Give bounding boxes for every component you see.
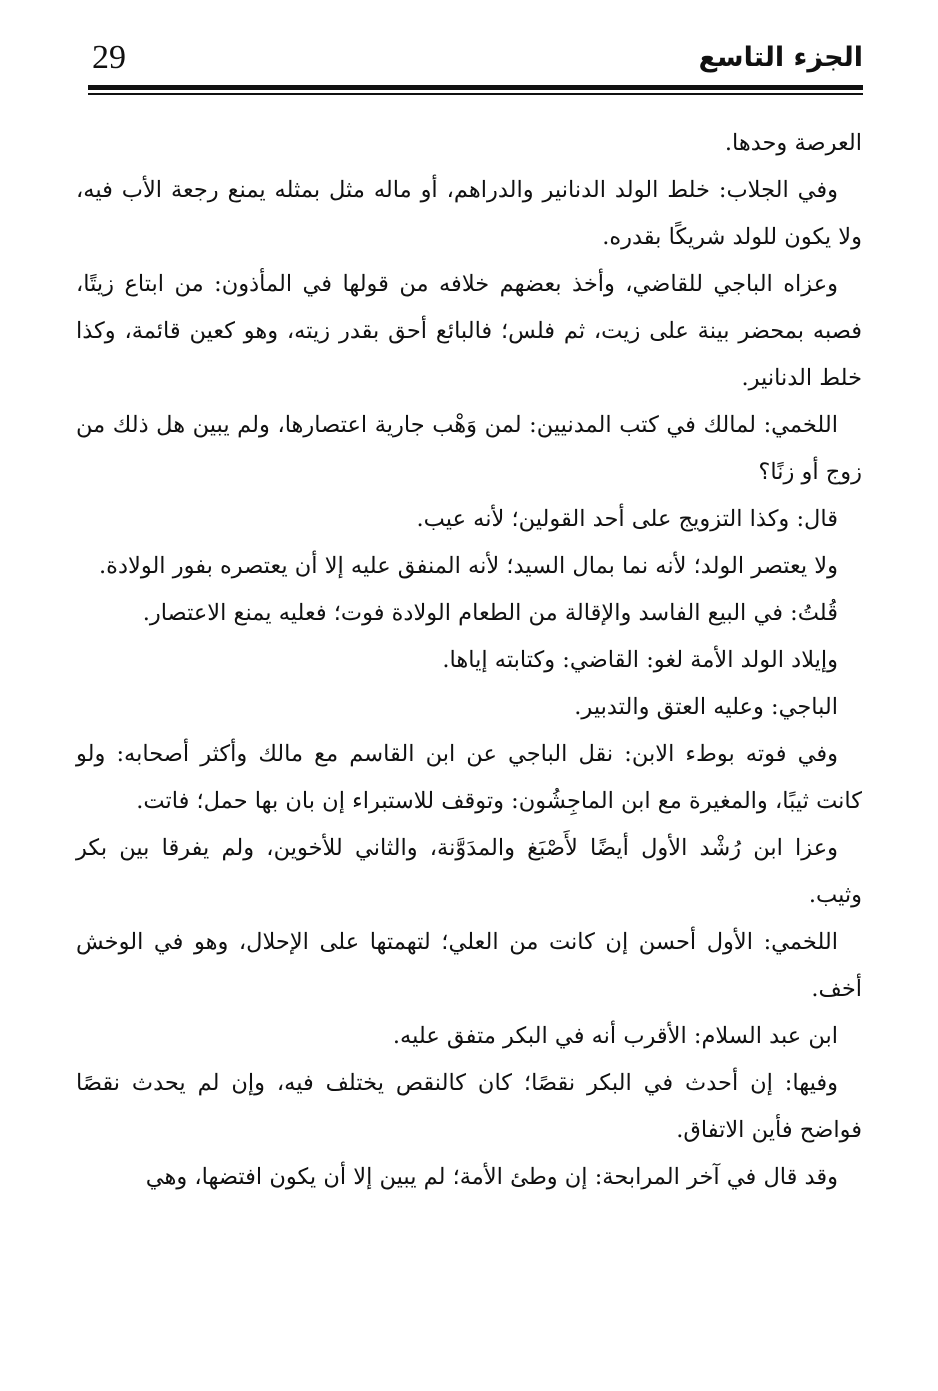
header-rule-thin (88, 93, 863, 95)
paragraph: اللخمي: الأول أحسن إن كانت من العلي؛ لتهمتها على الإحلال، وهو في الوخش أخف. (76, 929, 862, 1002)
paragraph: وعزا ابن رُشْد الأول أيضًا لأَصْبَغ والمدَوَّنة، والثاني للأخوين، ولم يفرقا بين بكر وثيب. (76, 835, 862, 908)
paragraph: وفي فوته بوطء الابن: نقل الباجي عن ابن القاسم مع مالك وأكثر أصحابه: ولو كانت ثيبًا، والمغيرة مع ابن الماجِشُون: وتوقف للاستبراء إن بان بها حمل؛ فاتت. (76, 741, 862, 814)
page-number: 29 (92, 39, 126, 76)
paragraph: الباجي: وعليه العتق والتدبير. (574, 694, 838, 720)
paragraph: قُلتُ: في البيع الفاسد والإقالة من الطعام الولادة فوت؛ فعليه يمنع الاعتصار. (142, 600, 838, 626)
paragraph: وقد قال في آخر المرابحة: إن وطئ الأمة؛ لم يبين إلا أن يكون افتضها، وهي (145, 1164, 838, 1190)
paragraph: ولا يعتصر الولد؛ لأنه نما بمال السيد؛ لأنه المنفق عليه إلا أن يعتصره بفور الولادة. (99, 553, 838, 579)
paragraph: وإيلاد الولد الأمة لغو: القاضي: وكتابته إياها. (442, 647, 838, 673)
paragraph: وعزاه الباجي للقاضي، وأخذ بعضهم خلافه من قولها في المأذون: من ابتاع زيتًا، فصبه بمحضر بينة على زيت، ثم فلس؛ فالبائع أحق بقدر زيته، وهو كعين قائمة، وكذا خلط الدنانير. (76, 271, 862, 391)
running-title: الجزء التاسع (698, 42, 863, 73)
header-rule-thick (88, 85, 863, 90)
paragraph: وفي الجلاب: خلط الولد الدنانير والدراهم، أو ماله مثل بمثله يمنع رجعة الأب فيه، ولا يكون للولد شريكًا بقدره. (76, 177, 862, 250)
body-text (76, 120, 862, 1201)
page-header (88, 36, 863, 84)
paragraph: قال: وكذا التزويج على أحد القولين؛ لأنه عيب. (416, 506, 838, 532)
paragraph: اللخمي: لمالك في كتب المدنيين: لمن وَهْب جارية اعتصارها، ولم يبين هل ذلك من زوج أو زنًا؟ (76, 412, 862, 485)
paragraph: ابن عبد السلام: الأقرب أنه في البكر متفق عليه. (392, 1023, 838, 1049)
paragraph: وفيها: إن أحدث في البكر نقصًا؛ كان كالنقص يختلف فيه، وإن لم يحدث نقصًا فواضح فأين الاتفاق. (76, 1070, 862, 1143)
paragraph: العرصة وحدها. (724, 130, 862, 156)
